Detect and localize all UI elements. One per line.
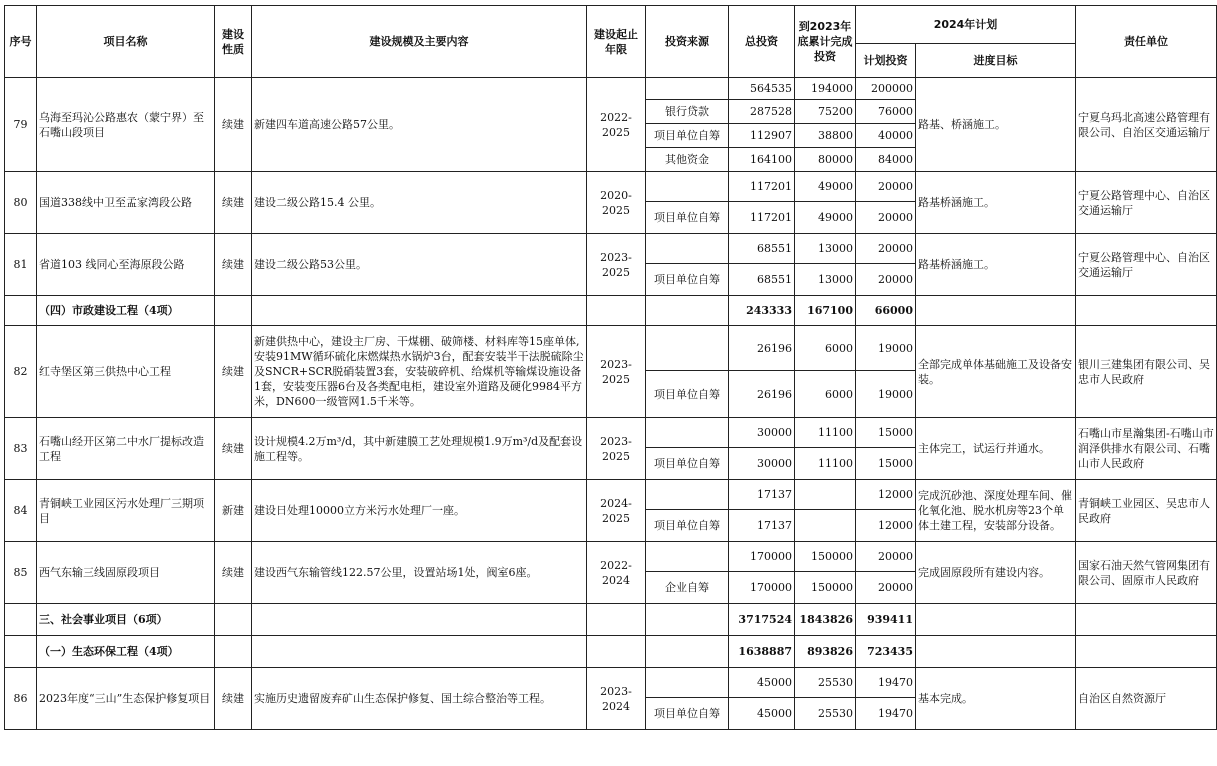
- section-seq-cell: [5, 636, 37, 668]
- build-content: 建设日处理10000立方米污水处理厂一座。: [252, 480, 587, 542]
- plan-invest: 15000: [856, 418, 916, 448]
- plan-invest: 20000: [856, 572, 916, 604]
- total-invest: 68551: [729, 234, 795, 264]
- table-row: [5, 668, 1217, 698]
- build-nature: 续建: [215, 668, 252, 730]
- header-accum: 到2023年底累计完成投资: [795, 6, 856, 78]
- section-plan: 939411: [856, 604, 916, 636]
- build-content: 实施历史遗留废弃矿山生态保护修复、国土综合整治等工程。: [252, 668, 587, 730]
- plan-invest: 20000: [856, 234, 916, 264]
- total-invest: 17137: [729, 480, 795, 510]
- build-nature: 续建: [215, 542, 252, 604]
- responsible-unit: 银川三建集团有限公司、吴忠市人民政府: [1076, 326, 1217, 418]
- accum-invest: 25530: [795, 698, 856, 730]
- invest-source: 项目单位自筹: [646, 510, 729, 542]
- section-row: [5, 636, 1217, 668]
- responsible-unit: 石嘴山市星瀚集团-石嘴山市润泽供排水有限公司、石嘴山市人民政府: [1076, 418, 1217, 480]
- total-invest: 68551: [729, 264, 795, 296]
- section-content-cell: [252, 604, 587, 636]
- plan-invest: 19000: [856, 326, 916, 371]
- row-seq: 85: [5, 542, 37, 604]
- section-progress-cell: [916, 604, 1076, 636]
- accum-invest: 11100: [795, 418, 856, 448]
- table-row: [5, 418, 1217, 448]
- invest-source: [646, 668, 729, 698]
- section-seq-cell: [5, 604, 37, 636]
- plan-invest: 84000: [856, 148, 916, 172]
- section-label: （四）市政建设工程（4项）: [37, 296, 215, 326]
- invest-source: [646, 78, 729, 100]
- accum-invest: 38800: [795, 124, 856, 148]
- table-row: [5, 542, 1217, 572]
- row-seq: 81: [5, 234, 37, 296]
- build-period: 2023-2025: [587, 326, 646, 418]
- plan-invest: 20000: [856, 264, 916, 296]
- section-source-cell: [646, 296, 729, 326]
- table-row: [5, 234, 1217, 264]
- total-invest: 30000: [729, 418, 795, 448]
- invest-source: [646, 234, 729, 264]
- plan-invest: 12000: [856, 510, 916, 542]
- build-nature: 续建: [215, 418, 252, 480]
- accum-invest: 13000: [795, 234, 856, 264]
- section-source-cell: [646, 604, 729, 636]
- accum-invest: 49000: [795, 172, 856, 202]
- build-period: 2023-2025: [587, 234, 646, 296]
- section-content-cell: [252, 296, 587, 326]
- section-plan: 723435: [856, 636, 916, 668]
- build-nature: 续建: [215, 234, 252, 296]
- table-row: [5, 480, 1217, 510]
- row-seq: 80: [5, 172, 37, 234]
- accum-invest: 6000: [795, 371, 856, 418]
- section-total: 1638887: [729, 636, 795, 668]
- accum-invest: [795, 480, 856, 510]
- header-period: 建设起止年限: [587, 6, 646, 78]
- plan-invest: 12000: [856, 480, 916, 510]
- total-invest: 26196: [729, 326, 795, 371]
- section-seq-cell: [5, 296, 37, 326]
- section-total: 243333: [729, 296, 795, 326]
- accum-invest: 49000: [795, 202, 856, 234]
- accum-invest: 194000: [795, 78, 856, 100]
- plan-invest: 20000: [856, 542, 916, 572]
- plan-invest: 19000: [856, 371, 916, 418]
- total-invest: 112907: [729, 124, 795, 148]
- section-accum: 893826: [795, 636, 856, 668]
- total-invest: 30000: [729, 448, 795, 480]
- header-plan2024: 2024年计划: [856, 6, 1076, 44]
- header-content: 建设规模及主要内容: [252, 6, 587, 78]
- accum-invest: 6000: [795, 326, 856, 371]
- invest-source: [646, 172, 729, 202]
- table-row: [5, 78, 1217, 100]
- invest-source: 企业自筹: [646, 572, 729, 604]
- plan-invest: 40000: [856, 124, 916, 148]
- invest-source: [646, 418, 729, 448]
- header-total: 总投资: [729, 6, 795, 78]
- accum-invest: 75200: [795, 100, 856, 124]
- total-invest: 17137: [729, 510, 795, 542]
- row-seq: 82: [5, 326, 37, 418]
- project-name: 青铜峡工业园区污水处理厂三期项目: [37, 480, 215, 542]
- build-nature: 续建: [215, 326, 252, 418]
- progress-goal: 全部完成单体基础施工及设备安装。: [916, 326, 1076, 418]
- project-table: [4, 5, 1217, 730]
- responsible-unit: 自治区自然资源厅: [1076, 668, 1217, 730]
- project-name: 乌海至玛沁公路惠农（蒙宁界）至石嘴山段项目: [37, 78, 215, 172]
- total-invest: 45000: [729, 698, 795, 730]
- accum-invest: 25530: [795, 668, 856, 698]
- header-plan-invest: 计划投资: [856, 44, 916, 78]
- accum-invest: 13000: [795, 264, 856, 296]
- invest-source: 其他资金: [646, 148, 729, 172]
- total-invest: 564535: [729, 78, 795, 100]
- section-nature-cell: [215, 636, 252, 668]
- invest-source: 项目单位自筹: [646, 371, 729, 418]
- plan-invest: 20000: [856, 202, 916, 234]
- row-seq: 83: [5, 418, 37, 480]
- build-nature: 续建: [215, 78, 252, 172]
- build-content: 新建供热中心，建设主厂房、干煤棚、破筛楼、材料库等15座单体,安装91MW循环硫化床燃煤热水锅炉3台，配套安装半干法脱硫除尘及SNCR+SCR脱硝装置3套，安装破碎机、给煤机等输煤设施设备1套，安装变压器6台及各类配电柜，建设室外道路及硬化9984平方米，DN600一级管网1.5千米等。: [252, 326, 587, 418]
- accum-invest: 80000: [795, 148, 856, 172]
- plan-invest: 76000: [856, 100, 916, 124]
- section-nature-cell: [215, 604, 252, 636]
- build-content: 建设西气东输管线122.57公里，设置站场1处，阀室6座。: [252, 542, 587, 604]
- accum-invest: 11100: [795, 448, 856, 480]
- section-source-cell: [646, 636, 729, 668]
- table-body: [5, 78, 1217, 730]
- section-content-cell: [252, 636, 587, 668]
- project-name: 西气东输三线固原段项目: [37, 542, 215, 604]
- section-period-cell: [587, 604, 646, 636]
- header-source: 投资来源: [646, 6, 729, 78]
- total-invest: 26196: [729, 371, 795, 418]
- progress-goal: 路基、桥涵施工。: [916, 78, 1076, 172]
- progress-goal: 主体完工，试运行并通水。: [916, 418, 1076, 480]
- row-seq: 79: [5, 78, 37, 172]
- build-content: 建设二级公路15.4 公里。: [252, 172, 587, 234]
- total-invest: 117201: [729, 172, 795, 202]
- section-nature-cell: [215, 296, 252, 326]
- section-plan: 66000: [856, 296, 916, 326]
- accum-invest: 150000: [795, 542, 856, 572]
- total-invest: 170000: [729, 542, 795, 572]
- project-name: 红寺堡区第三供热中心工程: [37, 326, 215, 418]
- section-accum: 1843826: [795, 604, 856, 636]
- section-progress-cell: [916, 296, 1076, 326]
- row-seq: 86: [5, 668, 37, 730]
- invest-source: 项目单位自筹: [646, 264, 729, 296]
- responsible-unit: 宁夏公路管理中心、自治区交通运输厅: [1076, 234, 1217, 296]
- progress-goal: 路基桥涵施工。: [916, 234, 1076, 296]
- build-period: 2022-2024: [587, 542, 646, 604]
- plan-invest: 20000: [856, 172, 916, 202]
- project-name: 2023年度“三山”生态保护修复项目: [37, 668, 215, 730]
- header-seq: 序号: [5, 6, 37, 78]
- invest-source: 项目单位自筹: [646, 202, 729, 234]
- plan-invest: 15000: [856, 448, 916, 480]
- build-content: 建设二级公路53公里。: [252, 234, 587, 296]
- header-nature: 建设性质: [215, 6, 252, 78]
- build-period: 2022-2025: [587, 78, 646, 172]
- header-progress: 进度目标: [916, 44, 1076, 78]
- table-row: [5, 172, 1217, 202]
- responsible-unit: 青铜峡工业园区、吴忠市人民政府: [1076, 480, 1217, 542]
- total-invest: 287528: [729, 100, 795, 124]
- table-row: [5, 326, 1217, 371]
- section-row: [5, 604, 1217, 636]
- build-content: 设计规模4.2万m³/d，其中新建膜工艺处理规模1.9万m³/d及配套设施工程等。: [252, 418, 587, 480]
- section-unit-cell: [1076, 604, 1217, 636]
- project-name: 石嘴山经开区第二中水厂提标改造工程: [37, 418, 215, 480]
- build-nature: 续建: [215, 172, 252, 234]
- plan-invest: 19470: [856, 698, 916, 730]
- build-period: 2023-2024: [587, 668, 646, 730]
- accum-invest: 150000: [795, 572, 856, 604]
- section-period-cell: [587, 636, 646, 668]
- section-progress-cell: [916, 636, 1076, 668]
- build-period: 2023-2025: [587, 418, 646, 480]
- section-label: （一）生态环保工程（4项）: [37, 636, 215, 668]
- responsible-unit: 宁夏公路管理中心、自治区交通运输厅: [1076, 172, 1217, 234]
- progress-goal: 完成固原段所有建设内容。: [916, 542, 1076, 604]
- build-content: 新建四车道高速公路57公里。: [252, 78, 587, 172]
- responsible-unit: 国家石油天然气管网集团有限公司、固原市人民政府: [1076, 542, 1217, 604]
- total-invest: 45000: [729, 668, 795, 698]
- project-name: 省道103 线同心至海原段公路: [37, 234, 215, 296]
- invest-source: [646, 542, 729, 572]
- row-seq: 84: [5, 480, 37, 542]
- section-row: [5, 296, 1217, 326]
- header-unit: 责任单位: [1076, 6, 1217, 78]
- section-period-cell: [587, 296, 646, 326]
- build-period: 2024-2025: [587, 480, 646, 542]
- invest-source: [646, 480, 729, 510]
- progress-goal: 完成沉砂池、深度处理车间、催化氧化池、脱水机房等23个单体土建工程，安装部分设备。: [916, 480, 1076, 542]
- plan-invest: 200000: [856, 78, 916, 100]
- invest-source: 项目单位自筹: [646, 448, 729, 480]
- section-label: 三、社会事业项目（6项）: [37, 604, 215, 636]
- section-unit-cell: [1076, 296, 1217, 326]
- total-invest: 117201: [729, 202, 795, 234]
- project-name: 国道338线中卫至孟家湾段公路: [37, 172, 215, 234]
- section-accum: 167100: [795, 296, 856, 326]
- progress-goal: 基本完成。: [916, 668, 1076, 730]
- responsible-unit: 宁夏乌玛北高速公路管理有限公司、自治区交通运输厅: [1076, 78, 1217, 172]
- accum-invest: [795, 510, 856, 542]
- section-total: 3717524: [729, 604, 795, 636]
- invest-source: 银行贷款: [646, 100, 729, 124]
- invest-source: 项目单位自筹: [646, 698, 729, 730]
- total-invest: 170000: [729, 572, 795, 604]
- progress-goal: 路基桥涵施工。: [916, 172, 1076, 234]
- section-unit-cell: [1076, 636, 1217, 668]
- header-name: 项目名称: [37, 6, 215, 78]
- invest-source: 项目单位自筹: [646, 124, 729, 148]
- build-nature: 新建: [215, 480, 252, 542]
- total-invest: 164100: [729, 148, 795, 172]
- build-period: 2020-2025: [587, 172, 646, 234]
- invest-source: [646, 326, 729, 371]
- plan-invest: 19470: [856, 668, 916, 698]
